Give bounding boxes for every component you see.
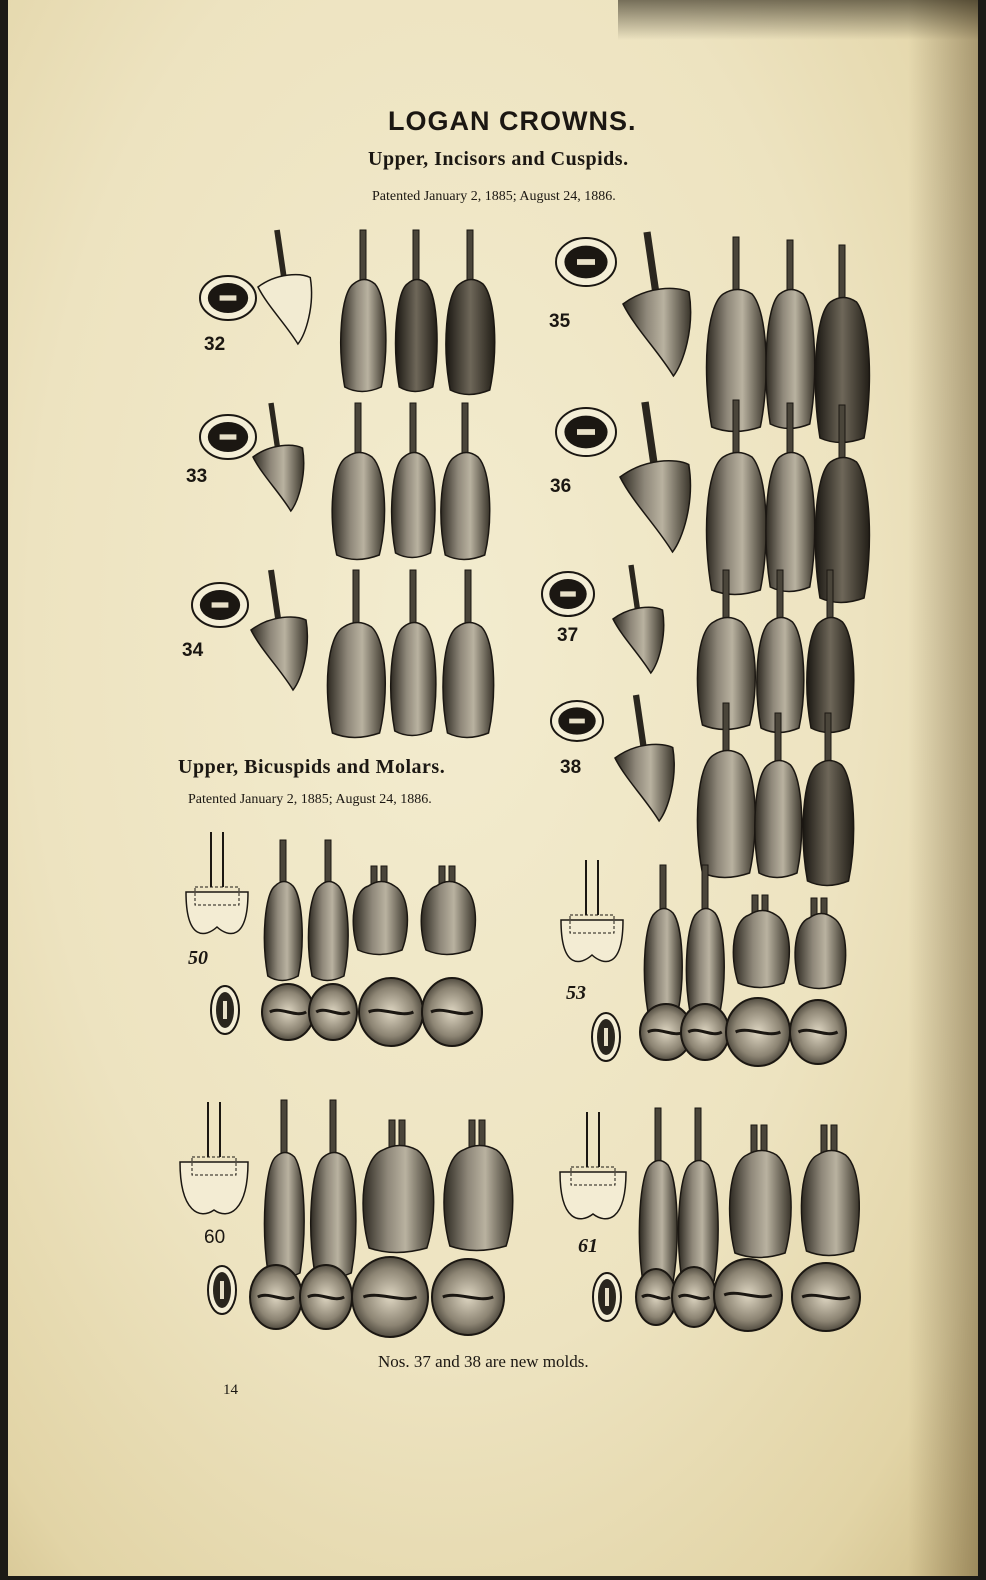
crown-tooth [311,1153,356,1278]
mold-emblem-slot [569,719,585,724]
crown-tooth [755,761,802,878]
crown-tooth [686,909,724,1016]
profile-tooth [613,607,664,673]
mold-number-33: 33 [186,466,208,487]
page-title: LOGAN CROWNS. [388,106,637,136]
mold-number-60: 60 [204,1227,226,1248]
patent-line-bicuspids: Patented January 2, 1885; August 24, 1886. [188,792,432,807]
crown-tooth [309,882,349,981]
footnote: Nos. 37 and 38 are new molds. [378,1352,589,1371]
mold-number-53: 53 [566,982,586,1004]
crown-tooth [264,882,302,981]
patent-line-incisors: Patented January 2, 1885; August 24, 1886. [372,189,616,204]
catalog-page [8,0,978,1576]
section-heading-bicuspids: Upper, Bicuspids and Molars. [178,756,446,778]
mold-emblem-slot [220,434,237,439]
mold-emblem-slot [560,591,576,596]
crown-tooth [441,453,490,560]
crown-tooth [392,453,435,558]
profile-pin [647,232,657,298]
crown-tooth [396,280,437,392]
profile-pin [271,570,279,625]
outline-crown [180,1162,248,1214]
mold-emblem-slot [605,1288,609,1306]
mold-number-38: 38 [560,757,582,778]
crown-tooth [795,914,846,989]
crown-illustrations [8,0,978,1400]
crown-tooth [353,882,407,955]
page-number: 14 [223,1382,238,1398]
mold-number-35: 35 [549,311,571,332]
crown-tooth [644,909,682,1016]
profile-tooth [623,288,691,376]
crown-tooth [444,1146,513,1251]
section-heading-incisors: Upper, Incisors and Cuspids. [368,148,629,170]
crown-tooth [707,453,767,595]
outline-pin [587,1112,599,1167]
mold-emblem-slot [223,1001,227,1019]
mold-number-37: 37 [557,625,579,646]
mold-emblem-slot [604,1028,608,1046]
crown-tooth [803,761,854,886]
profile-pin [636,695,644,753]
profile-pin [277,230,285,282]
crown-tooth [265,1153,305,1278]
crown-tooth [697,751,755,878]
crown-tooth [443,623,494,738]
mold-emblem-slot [220,1281,224,1299]
mold-emblem-slot [577,259,595,265]
crown-tooth [801,1151,859,1256]
crown-tooth [733,911,789,988]
crown-tooth [639,1161,677,1286]
mold-number-34: 34 [182,640,204,661]
outline-pin [211,832,223,887]
crown-tooth [341,280,386,392]
profile-pin [645,402,655,471]
mold-number-32: 32 [204,334,226,355]
mold-number-50: 50 [188,947,208,969]
mold-number-36: 36 [550,476,572,497]
crown-tooth [391,623,436,736]
mold-emblem-slot [212,602,229,607]
mold-emblem-slot [220,295,237,300]
outline-pin [586,860,598,915]
profile-tooth [258,275,312,344]
crown-tooth [766,453,815,592]
profile-pin [271,403,278,453]
profile-tooth [253,445,304,511]
outline-crown [560,1172,626,1219]
crown-tooth [815,458,869,603]
profile-pin [631,565,638,615]
crown-tooth [332,453,384,560]
profile-tooth [251,617,307,690]
profile-tooth [620,461,690,552]
crown-tooth [730,1151,791,1258]
crown-tooth [363,1146,434,1253]
crown-tooth [446,280,495,395]
mold-emblem-slot [577,429,595,435]
mold-number-61: 61 [578,1235,598,1257]
crown-tooth [421,882,475,955]
crown-tooth [327,623,385,738]
outline-pin [208,1102,220,1157]
profile-tooth [615,744,674,821]
